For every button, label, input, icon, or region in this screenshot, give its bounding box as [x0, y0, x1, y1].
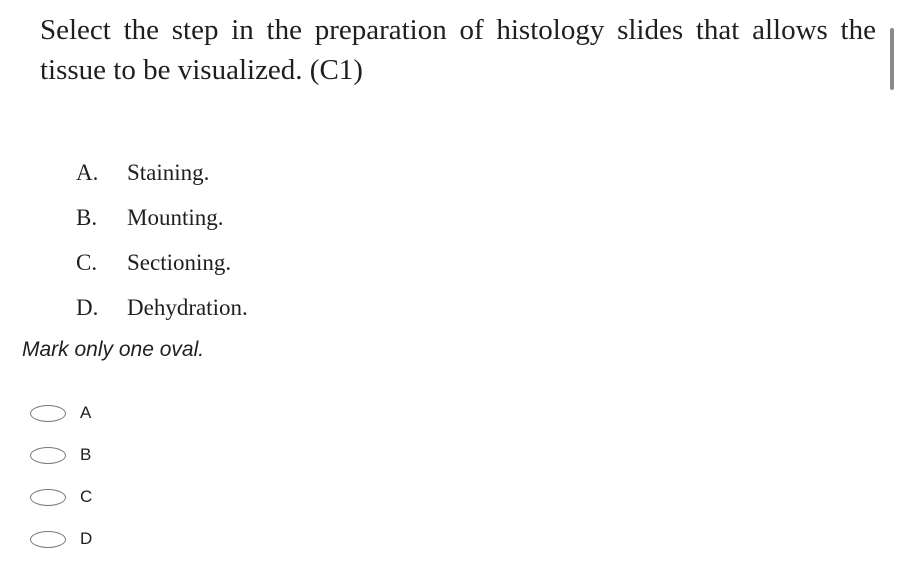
- radio-option-c[interactable]: [30, 476, 92, 518]
- choice-letter: C.: [76, 249, 98, 275]
- choice-text: Sectioning.: [127, 249, 232, 275]
- question-text: Select the step in the preparation of histology slides that allows the tissue to be visualized. (C1): [40, 14, 876, 86]
- choice-text: Mounting.: [127, 204, 224, 230]
- choice-letter: B.: [76, 204, 98, 230]
- radio-group: [30, 392, 92, 560]
- choice-a: [76, 150, 248, 195]
- radio-option-label[interactable]: D: [80, 529, 93, 548]
- radio-option-label[interactable]: A: [80, 403, 92, 422]
- choice-text: Dehydration.: [127, 294, 248, 320]
- radio-option-a[interactable]: [30, 392, 92, 434]
- radio-option-label[interactable]: B: [80, 445, 92, 464]
- choice-c: [76, 240, 248, 285]
- choice-b: [76, 195, 248, 240]
- choice-d: [76, 285, 248, 330]
- radio-option-b[interactable]: [30, 434, 92, 476]
- instruction-text: Mark only one oval.: [22, 338, 205, 361]
- radio-oval[interactable]: [30, 531, 66, 548]
- radio-oval[interactable]: [30, 489, 66, 506]
- radio-option-label[interactable]: C: [80, 487, 93, 506]
- radio-oval[interactable]: [30, 405, 66, 422]
- choice-letter: D.: [76, 294, 99, 320]
- radio-option-d[interactable]: [30, 518, 92, 560]
- radio-oval[interactable]: [30, 447, 66, 464]
- answer-choices-list: [76, 150, 248, 330]
- choice-text: Staining.: [127, 159, 210, 185]
- choice-letter: A.: [76, 159, 99, 185]
- scrollbar[interactable]: [890, 28, 894, 90]
